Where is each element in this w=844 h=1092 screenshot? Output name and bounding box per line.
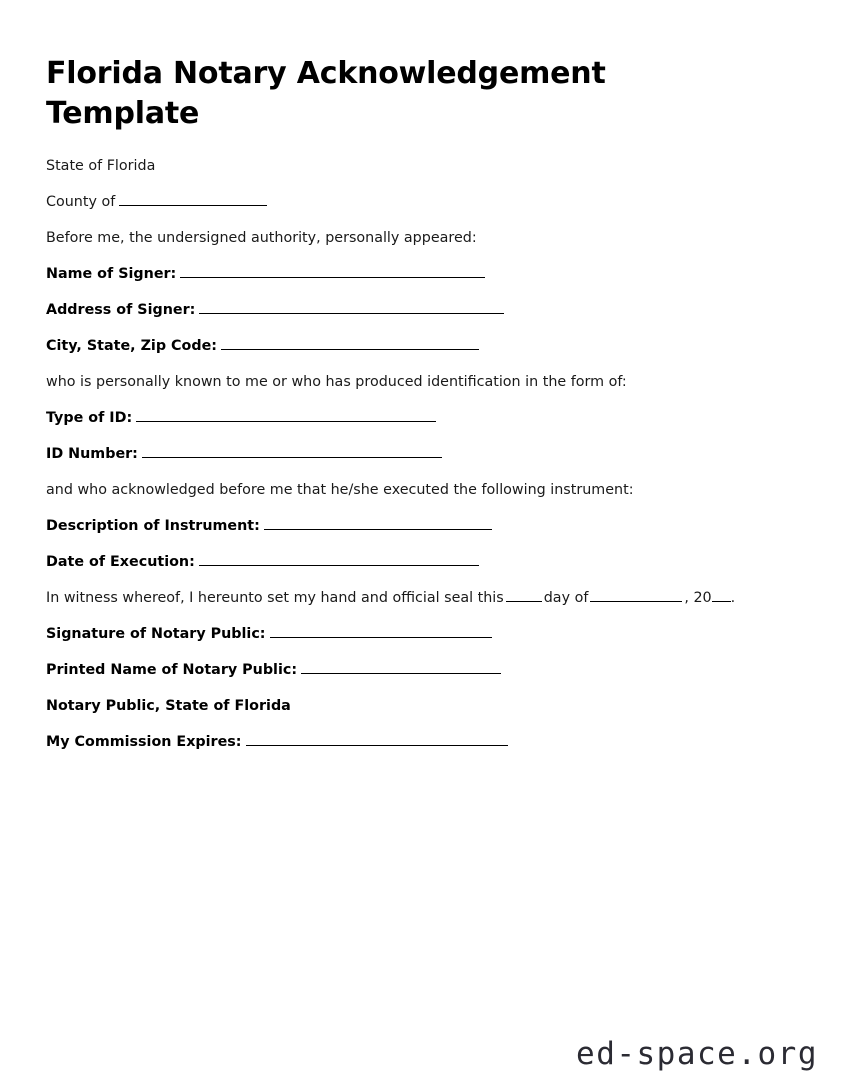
signature-of-notary-field (46, 624, 798, 644)
notary-public-state-text: Notary Public, State of Florida (46, 698, 291, 714)
acknowledged-before-statement (46, 480, 798, 500)
date-of-execution-label: Date of Execution: (46, 554, 195, 570)
type-of-id-blank[interactable] (136, 408, 436, 422)
state-line (46, 156, 798, 176)
notary-public-state-line (46, 696, 798, 716)
name-of-signer-blank[interactable] (180, 264, 485, 278)
witness-month-blank[interactable] (590, 590, 682, 602)
address-of-signer-blank[interactable] (199, 300, 504, 314)
printed-name-of-notary-label: Printed Name of Notary Public: (46, 662, 298, 678)
id-number-field (46, 444, 798, 464)
before-me-statement (46, 228, 798, 248)
city-state-zip-field (46, 336, 798, 356)
type-of-id-label: Type of ID: (46, 410, 133, 426)
before-me-text: Before me, the undersigned authority, personally appeared: (46, 230, 477, 246)
site-watermark: ed-space.org (576, 1036, 818, 1072)
page-title: Florida Notary Acknowledgement Template (46, 56, 606, 131)
witness-year-prefix: 20 (693, 590, 712, 606)
id-number-blank[interactable] (142, 444, 442, 458)
signature-of-notary-blank[interactable] (270, 624, 492, 638)
name-of-signer-label: Name of Signer: (46, 266, 177, 282)
address-of-signer-field (46, 300, 798, 320)
date-of-execution-blank[interactable] (199, 552, 479, 566)
witness-day-blank[interactable] (506, 590, 542, 602)
county-blank[interactable] (119, 192, 267, 206)
description-of-instrument-label: Description of Instrument: (46, 518, 260, 534)
signature-of-notary-label: Signature of Notary Public: (46, 626, 266, 642)
witness-year-blank[interactable] (712, 590, 731, 602)
date-of-execution-field (46, 552, 798, 572)
witness-day-word: day of (543, 590, 589, 606)
description-of-instrument-blank[interactable] (264, 516, 492, 530)
known-to-me-text: who is personally known to me or who has produced identification in the form of: (46, 374, 627, 390)
id-number-label: ID Number: (46, 446, 138, 462)
printed-name-of-notary-blank[interactable] (301, 660, 501, 674)
city-state-zip-blank[interactable] (221, 336, 479, 350)
witness-whereof-paragraph (46, 588, 791, 608)
witness-comma: , (684, 590, 689, 606)
acknowledged-before-text: and who acknowledged before me that he/she executed the following instrument: (46, 482, 634, 498)
commission-expires-field (46, 732, 798, 752)
type-of-id-field (46, 408, 798, 428)
county-field (46, 192, 798, 212)
document-body (46, 54, 798, 768)
commission-expires-label: My Commission Expires: (46, 734, 242, 750)
name-of-signer-field (46, 264, 798, 284)
witness-suffix: . (730, 590, 736, 606)
witness-prefix-text: In witness whereof, I hereunto set my hand and official seal this (46, 590, 504, 606)
printed-name-of-notary-field (46, 660, 798, 680)
address-of-signer-label: Address of Signer: (46, 302, 196, 318)
known-to-me-statement (46, 372, 798, 392)
commission-expires-blank[interactable] (246, 732, 508, 746)
county-label: County of (46, 194, 116, 210)
state-line-text: State of Florida (46, 158, 156, 174)
description-of-instrument-field (46, 516, 798, 536)
city-state-zip-label: City, State, Zip Code: (46, 338, 218, 354)
